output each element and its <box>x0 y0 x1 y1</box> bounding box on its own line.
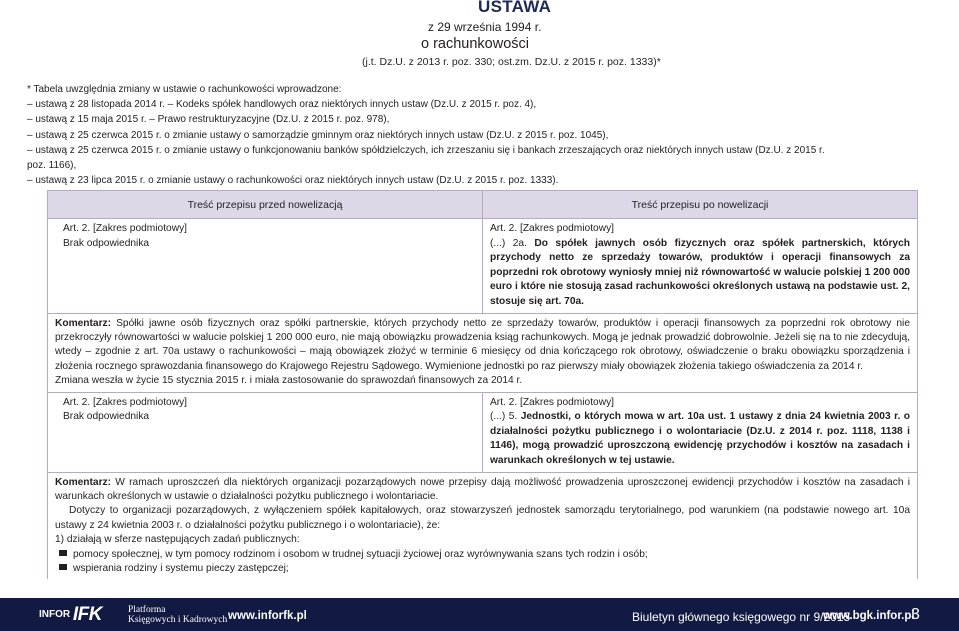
list-item: wspierania rodziny i systemu pieczy zastępczej; <box>55 562 910 576</box>
article-text: Do spółek jawnych osób fizycznych oraz spółek partnerskich, których przychody netto ze sprzedaży towarów, produktów i operacji finansowych za poprzedni rok obrotowy wyniosły mniej niż równowartość w walucie polskiej 1 200 000 euro i które nie stosują zasad rachunkowości określonych ustawą na podstawie ust. 2, stosuje się art. 70a. <box>490 237 910 307</box>
note-line: – ustawą z 28 listopada 2014 r. – Kodeks spółek handlowych oraz niektórych innych ustaw (Dz.U. z 2015 r. poz. 4), <box>27 99 537 111</box>
article-title: Art. 2. [Zakres podmiotowy] <box>63 223 187 234</box>
column-header-before: Treść przepisu przed nowelizacją <box>48 191 483 219</box>
note-line: * Tabela uwzględnia zmiany w ustawie o rachunkowości wprowadzone: <box>27 84 342 95</box>
square-bullet-icon <box>59 550 67 556</box>
logo-ifk-text: IFK <box>72 604 102 625</box>
comment-label: Komentarz: <box>55 317 112 329</box>
comment-label: Komentarz: <box>55 476 112 488</box>
provision-after <box>483 219 918 314</box>
provision-after <box>483 392 918 472</box>
list-item: pomocy społecznej, w tym pomocy rodzinom i osobom w trudnej sytuacji życiowej oraz wyrównywania szans tych rodzin i osób; <box>55 548 910 562</box>
provision-before <box>48 392 483 472</box>
comment-text: Dotyczy to organizacji pozarządowych, z wyłączeniem spółek kapitałowych, oraz stowarzyszeń jednostek samorządu terytorialnego, pod warunkiem (na podstawie nowego art. 10a ustawy z 24 kwietnia 2003 r. o działalności pożytku publicznego i o wolontariacie), że: <box>55 505 910 531</box>
square-bullet-icon <box>59 564 67 570</box>
provision-before <box>48 219 483 314</box>
note-line: poz. 1166), <box>27 160 77 172</box>
footer-link-inforfk[interactable]: www.inforfk.pl <box>228 610 307 622</box>
article-title: Art. 2. [Zakres podmiotowy] <box>63 396 187 408</box>
article-title: Art. 2. [Zakres podmiotowy] <box>490 223 614 234</box>
article-prefix: (...) 5. <box>490 411 518 423</box>
note-line: – ustawą z 25 czerwca 2015 r. o zmianie ustawy o samorządzie gminnym oraz niektórych innych ustaw (Dz.U. z 2015 r. poz. 1045), <box>27 129 609 141</box>
comment-text: W ramach uproszczeń dla niektórych organizacji pozarządowych nowe przepisy dają możliwość prowadzenia uproszczonej ewidencji przychodów i kosztów na zasadach i warunkach określonych w ustawie o działalności pożytku publicznego i wolontariacie. <box>55 476 910 502</box>
article-title: Art. 2. [Zakres podmiotowy] <box>490 396 614 408</box>
document-title: USTAWA <box>478 0 552 16</box>
comment-text: Zmiana weszła w życie 15 stycznia 2015 r. i miała zastosowanie do sprawozdań finansowych za 2014 r. <box>55 375 523 387</box>
article-text: Jednostki, o których mowa w art. 10a ust. 1 ustawy z dnia 24 kwietnia 2003 r. o działalności pożytku publicznego i o wolontariacie (Dz.U. z 2014 r. poz. 1118, 1138 i 1146), mogą prowadzić uproszczoną ewidencję przychodów i kosztów na zasadach i warunkach określonych w tej ustawie. <box>490 411 910 466</box>
page-number: 3 <box>911 606 920 623</box>
amendments-note <box>27 82 942 188</box>
article-text: Brak odpowiednika <box>63 237 150 249</box>
footer-link-bgk[interactable]: www.bgk.infor.pl <box>823 610 915 622</box>
comment-box <box>48 472 918 579</box>
comparison-table <box>47 190 918 579</box>
note-line: – ustawą z 23 lipca 2015 r. o zmianie ustawy o rachunkowości oraz niektórych innych ustaw (Dz.U. z 2015 r. poz. 1333). <box>27 175 559 187</box>
logo-infor-text: INFOR <box>39 609 71 620</box>
article-text: Brak odpowiednika <box>63 411 150 423</box>
note-line: – ustawą z 15 maja 2015 r. – Prawo restrukturyzacyjne (Dz.U. z 2015 r. poz. 978), <box>27 114 390 126</box>
platform-label: Platforma Księgowych i Kadrowych <box>128 605 228 625</box>
document-subject: o rachunkowości <box>421 36 529 52</box>
document-date: z 29 września 1994 r. <box>428 20 542 34</box>
comment-text: Spółki jawne osób fizycznych oraz spółki partnerskie, których przychody netto ze sprzedaży towarów, produktów i operacji finansowych za poprzedni rok obrotowy nie przekroczyły równowartości w walucie polskiej 1 200 000 euro, nie mają obowiązku prowadzenia ksiąg rachunkowych. Mogą je jednak prowadzić dobrowolnie. Jeżeli się na to nie zdecydują, wtedy – zgodnie z art. 70a ustawy o rachunkowości – mają obowiązek złożyć w terminie 6 miesięcy od dnia kończącego rok obrotowy, oświadczenie o braku obowiązku sporządzenia i złożenia rocznego sprawozdania finansowego do Krajowego Rejestru Sądowego. Wymienione jednostki po raz pierwszy miały obowiązek złożenia takiego oświadczenia za 2014 r. <box>55 317 910 372</box>
list-intro: 1) działają w sferze następujących zadań publicznych: <box>55 534 300 546</box>
document-reference: (j.t. Dz.U. z 2013 r. poz. 330; ost.zm. Dz.U. z 2015 r. poz. 1333)* <box>362 56 661 68</box>
article-prefix: (...) 2a. <box>490 237 527 249</box>
footer-bulletin-name: Biuletyn głównego księgowego nr 9/2015 <box>632 610 851 624</box>
column-header-after: Treść przepisu po nowelizacji <box>483 191 918 219</box>
note-line: – ustawą z 25 czerwca 2015 r. o zmianie ustawy o funkcjonowaniu banków spółdzielczych, ich zrzeszaniu się i bankach zrzeszających oraz niektórych innych ustaw (Dz.U. z 2015 r. <box>27 144 825 156</box>
comment-box <box>48 313 918 392</box>
